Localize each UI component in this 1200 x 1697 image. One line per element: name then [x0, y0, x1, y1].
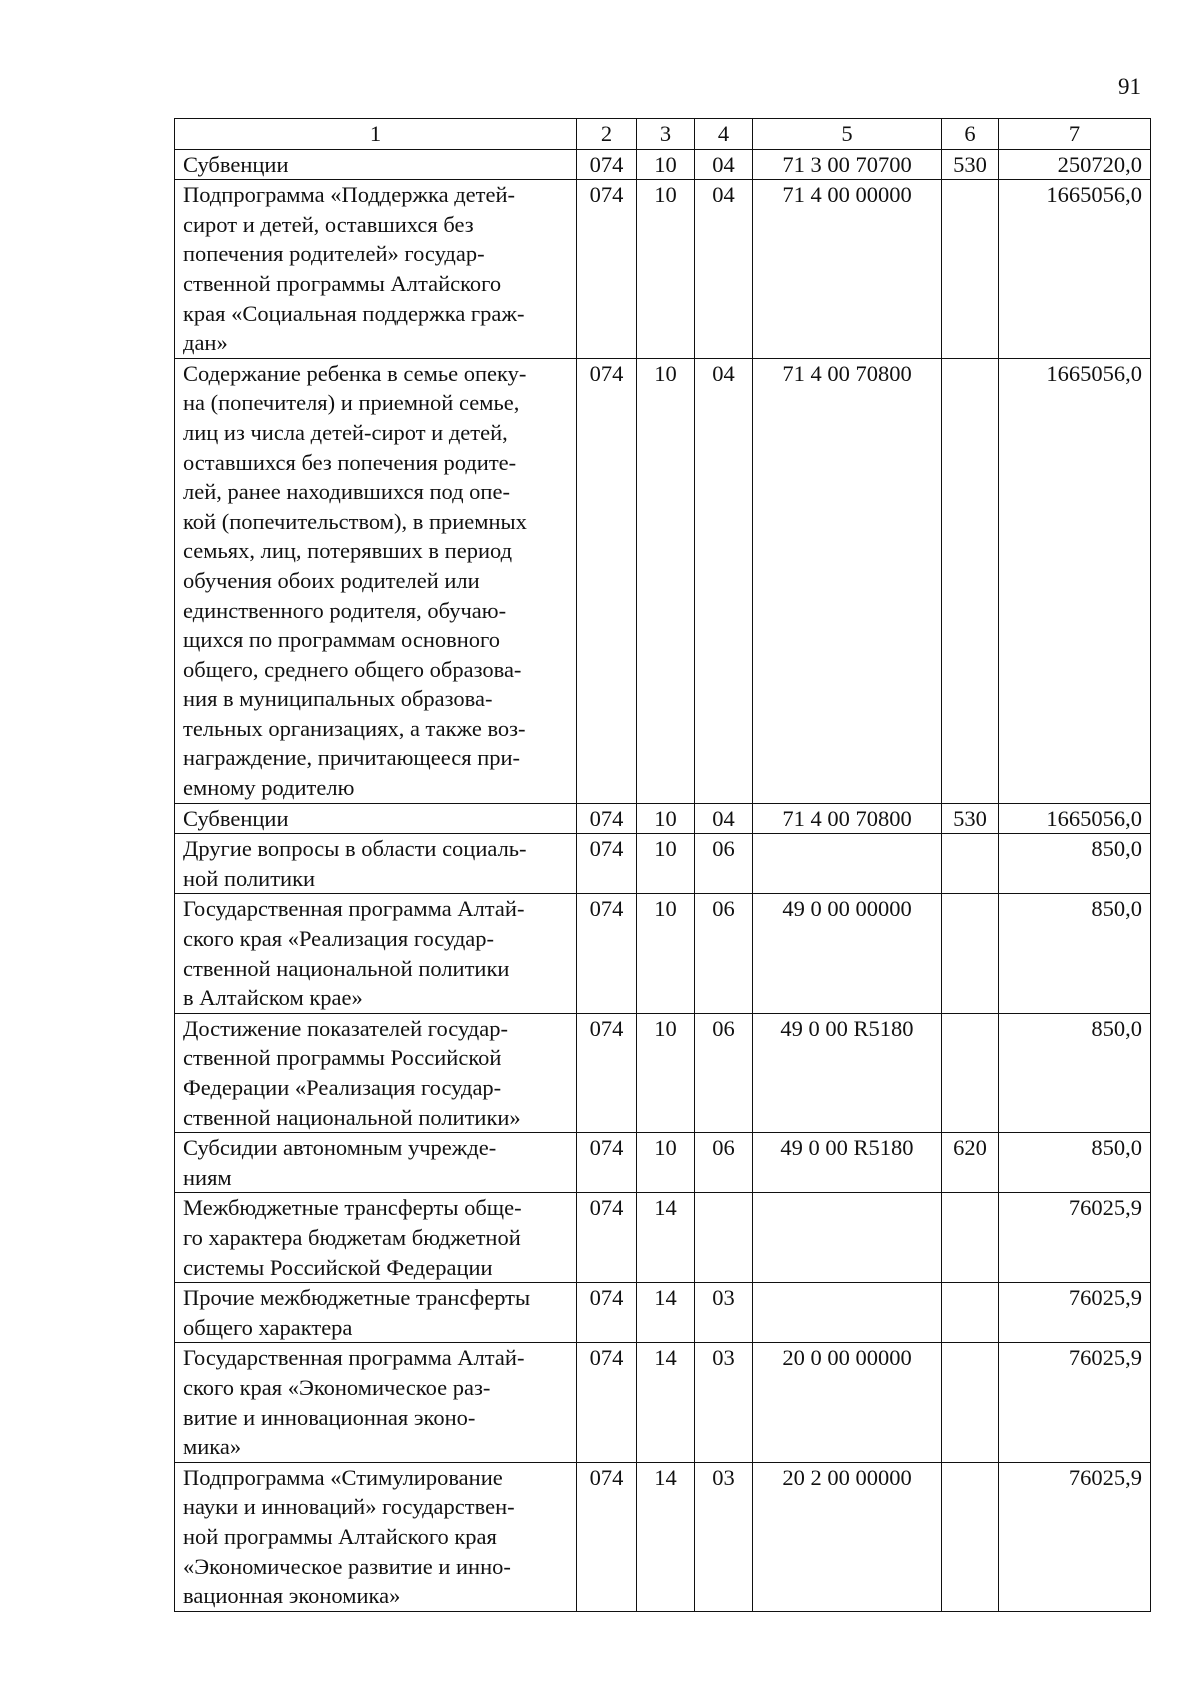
row-name-line: лиц из числа детей-сирот и детей,: [183, 419, 508, 445]
section-code: 10: [637, 834, 695, 894]
target-article-code: [753, 834, 942, 894]
expense-type-code: [942, 1343, 999, 1462]
row-name: [175, 149, 577, 180]
table-row: [175, 894, 1151, 1013]
row-name-line: ственной национальной политики: [183, 955, 510, 981]
expense-type-code: [942, 1462, 999, 1611]
row-name-line: Субсидии автономным учрежде-: [183, 1135, 497, 1161]
table-row: [175, 358, 1151, 803]
row-name: [175, 1193, 577, 1283]
row-name-line: единственного родителя, обучаю-: [183, 597, 507, 623]
row-name: [175, 834, 577, 894]
row-name: [175, 894, 577, 1013]
target-article-code: [753, 1193, 942, 1283]
row-name-line: го характера бюджетам бюджетной: [183, 1224, 521, 1250]
row-name-line: общего, среднего общего образова-: [183, 656, 522, 682]
amount: 1665056,0: [999, 358, 1151, 803]
expense-type-code: 530: [942, 803, 999, 834]
row-name-line: попечения родителей» государ-: [183, 241, 485, 267]
row-name-line: в Алтайском крае»: [183, 985, 363, 1011]
row-name-line: витие и инновационная эконо-: [183, 1404, 476, 1430]
subsection-code: 04: [695, 803, 753, 834]
department-code: 074: [577, 1193, 637, 1283]
target-article-code: 71 4 00 70800: [753, 803, 942, 834]
section-code: 10: [637, 1133, 695, 1193]
row-name-line: ниям: [183, 1164, 232, 1190]
department-code: 074: [577, 1133, 637, 1193]
section-code: 10: [637, 894, 695, 1013]
amount: 850,0: [999, 1013, 1151, 1132]
table-row: [175, 180, 1151, 359]
row-name-line: края «Социальная поддержка граж-: [183, 300, 525, 326]
amount: 1665056,0: [999, 180, 1151, 359]
section-code: 10: [637, 149, 695, 180]
table-row: [175, 149, 1151, 180]
section-code: 14: [637, 1283, 695, 1343]
expense-type-code: [942, 180, 999, 359]
row-name: [175, 1462, 577, 1611]
row-name-line: сирот и детей, оставшихся без: [183, 211, 474, 237]
subsection-code: 03: [695, 1343, 753, 1462]
amount: 850,0: [999, 1133, 1151, 1193]
amount: 76025,9: [999, 1462, 1151, 1611]
row-name-line: емному родителю: [183, 775, 355, 801]
row-name-line: «Экономическое развитие и инно-: [183, 1553, 511, 1579]
row-name-line: тельных организациях, а также воз-: [183, 715, 526, 741]
subsection-code: [695, 1193, 753, 1283]
amount: 250720,0: [999, 149, 1151, 180]
row-name-line: вационная экономика»: [183, 1583, 401, 1609]
row-name-line: ния в муниципальных образова-: [183, 686, 493, 712]
section-code: 14: [637, 1462, 695, 1611]
row-name-line: ского края «Экономическое раз-: [183, 1374, 491, 1400]
row-name-line: ственной программы Алтайского: [183, 270, 502, 296]
expense-type-code: [942, 834, 999, 894]
expense-type-code: [942, 1013, 999, 1132]
department-code: 074: [577, 1283, 637, 1343]
target-article-code: 49 0 00 R5180: [753, 1133, 942, 1193]
row-name-line: дан»: [183, 330, 228, 356]
table-row: [175, 803, 1151, 834]
section-code: 14: [637, 1193, 695, 1283]
expense-type-code: [942, 894, 999, 1013]
budget-table: [174, 118, 1151, 1612]
expense-type-code: 620: [942, 1133, 999, 1193]
row-name-line: Субвенции: [183, 805, 289, 831]
row-name-line: Государственная программа Алтай-: [183, 1345, 525, 1371]
row-name-line: ной политики: [183, 865, 316, 891]
amount: 850,0: [999, 894, 1151, 1013]
amount: 850,0: [999, 834, 1151, 894]
subsection-code: 04: [695, 358, 753, 803]
amount: 76025,9: [999, 1283, 1151, 1343]
row-name-line: общего характера: [183, 1314, 353, 1340]
department-code: 074: [577, 834, 637, 894]
department-code: 074: [577, 358, 637, 803]
subsection-code: 03: [695, 1283, 753, 1343]
section-code: 10: [637, 1013, 695, 1132]
row-name: [175, 1343, 577, 1462]
subsection-code: 06: [695, 834, 753, 894]
row-name-line: Межбюджетные трансферты обще-: [183, 1195, 522, 1221]
expense-type-code: [942, 1283, 999, 1343]
row-name: [175, 803, 577, 834]
target-article-code: 49 0 00 00000: [753, 894, 942, 1013]
row-name-line: Федерации «Реализация государ-: [183, 1075, 502, 1100]
table-row: [175, 1283, 1151, 1343]
section-code: 10: [637, 803, 695, 834]
table-row: [175, 1133, 1151, 1193]
department-code: 074: [577, 1343, 637, 1462]
target-article-code: 20 0 00 00000: [753, 1343, 942, 1462]
department-code: 074: [577, 894, 637, 1013]
row-name-line: мика»: [183, 1434, 242, 1460]
row-name-line: кой (попечительством), в приемных: [183, 508, 527, 534]
subsection-code: 06: [695, 1013, 753, 1132]
row-name-line: лей, ранее находившихся под опе-: [183, 479, 510, 505]
row-name: [175, 1133, 577, 1193]
amount: 76025,9: [999, 1193, 1151, 1283]
row-name-line: Содержание ребенка в семье опеку-: [183, 360, 527, 386]
department-code: 074: [577, 1013, 637, 1132]
row-name-line: Государственная программа Алтай-: [183, 896, 525, 922]
row-name-line: ственной программы Российской: [183, 1045, 502, 1071]
row-name-line: семьях, лиц, потерявших в период: [183, 538, 513, 564]
row-name-line: обучения обоих родителей или: [183, 567, 480, 593]
target-article-code: 49 0 00 R5180: [753, 1013, 942, 1132]
target-article-code: 20 2 00 00000: [753, 1462, 942, 1611]
row-name-line: на (попечителя) и приемной семье,: [183, 390, 520, 416]
row-name-line: системы Российской Федерации: [183, 1254, 493, 1280]
column-header: 4: [695, 119, 753, 150]
row-name-line: награждение, причитающееся при-: [183, 745, 521, 771]
column-header: 1: [175, 119, 577, 150]
table-row: [175, 1013, 1151, 1132]
page-number: 91: [1118, 74, 1141, 99]
subsection-code: 06: [695, 1133, 753, 1193]
section-code: 10: [637, 358, 695, 803]
subsection-code: 04: [695, 180, 753, 359]
row-name-line: Достижение показателей государ-: [183, 1015, 508, 1041]
row-name-line: оставшихся без попечения родите-: [183, 449, 517, 475]
table-header-row: [175, 119, 1151, 150]
row-name-line: Другие вопросы в области социаль-: [183, 836, 527, 862]
subsection-code: 06: [695, 894, 753, 1013]
expense-type-code: [942, 358, 999, 803]
table-row: [175, 1462, 1151, 1611]
row-name-line: ственной национальной политики»: [183, 1104, 521, 1130]
department-code: 074: [577, 149, 637, 180]
row-name-line: Субвенции: [183, 151, 289, 177]
amount: 76025,9: [999, 1343, 1151, 1462]
expense-type-code: [942, 1193, 999, 1283]
row-name-line: Прочие межбюджетные трансферты: [183, 1285, 531, 1311]
column-header: 3: [637, 119, 695, 150]
row-name-line: Подпрограмма «Поддержка детей-: [183, 182, 516, 208]
column-header: 2: [577, 119, 637, 150]
section-code: 14: [637, 1343, 695, 1462]
row-name: [175, 1013, 577, 1132]
column-header: 7: [999, 119, 1151, 150]
amount: 1665056,0: [999, 803, 1151, 834]
row-name: [175, 180, 577, 359]
row-name-line: Подпрограмма «Стимулирование: [183, 1464, 503, 1490]
section-code: 10: [637, 180, 695, 359]
row-name-line: щихся по программам основного: [183, 627, 500, 653]
table-row: [175, 834, 1151, 894]
target-article-code: 71 4 00 70800: [753, 358, 942, 803]
column-header: 6: [942, 119, 999, 150]
target-article-code: 71 4 00 00000: [753, 180, 942, 359]
target-article-code: [753, 1283, 942, 1343]
table-row: [175, 1193, 1151, 1283]
expense-type-code: 530: [942, 149, 999, 180]
department-code: 074: [577, 180, 637, 359]
target-article-code: 71 3 00 70700: [753, 149, 942, 180]
subsection-code: 04: [695, 149, 753, 180]
department-code: 074: [577, 1462, 637, 1611]
row-name-line: ского края «Реализация государ-: [183, 926, 495, 952]
subsection-code: 03: [695, 1462, 753, 1611]
column-header: 5: [753, 119, 942, 150]
row-name: [175, 358, 577, 803]
row-name-line: ной программы Алтайского края: [183, 1523, 497, 1549]
department-code: 074: [577, 803, 637, 834]
table-row: [175, 1343, 1151, 1462]
row-name-line: науки и инноваций» государствен-: [183, 1494, 515, 1520]
row-name: [175, 1283, 577, 1343]
